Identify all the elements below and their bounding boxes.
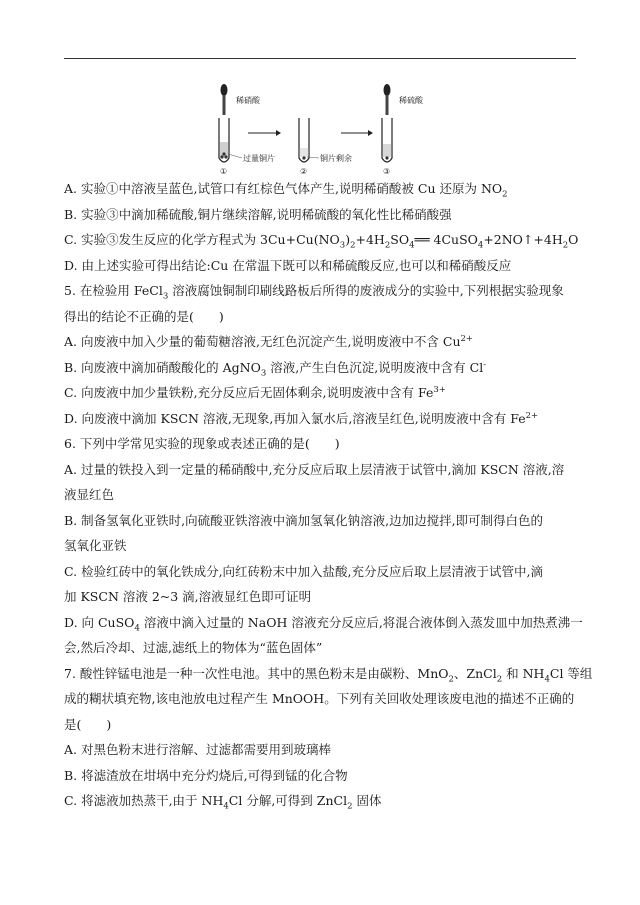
text-line: 成的糊状填充物,该电池放电过程产生 MnOOH。下列有关回收处理该废电池的描述不正确的: [64, 691, 575, 706]
experiment-figure: [206, 78, 446, 178]
text-line: 加 KSCN 溶液 2~3 滴,溶液显红色即可证明: [64, 589, 312, 604]
text-line: C. 检验红砖中的氧化铁成分,向红砖粉末中加入盐酸,充分反应后取上层清液于试管中,滴: [64, 563, 543, 579]
text-line: C. 将滤液加热蒸干,由于 $NH_4Cl$ 分解,可得到 ZnCl$_2$ 固体: [64, 793, 382, 812]
text-line: 得出的结论不正确的是( ): [64, 308, 224, 324]
label-copper-remaining: 铜片剩余: [320, 154, 352, 163]
text-line: A. 实验①中溶液呈蓝色,试管口有红棕色气体产生,说明稀硝酸被 Cu 还原为 $NO_2$: [64, 181, 508, 200]
text-line: D. 由上述实验可得出结论:Cu 在常温下既可以和稀硫酸反应,也可以和稀硝酸反应: [64, 257, 512, 273]
test-tube-2: [299, 118, 309, 162]
test-tube-3: [382, 118, 392, 162]
text-line: B. 制备氢氧化亚铁时,向硫酸亚铁溶液中滴加氢氧化钠溶液,边加边搅拌,即可制得白色的: [64, 512, 544, 528]
dropper-3: [384, 84, 391, 115]
label-dilute-nitric: 稀硝酸: [236, 96, 260, 105]
text-line: A. 过量的铁投入到一定量的稀硝酸中,充分反应后取上层清液于试管中,滴加 KSCN 溶液,溶: [64, 461, 565, 477]
arrow-2: [341, 130, 373, 136]
text-line: B. 实验③中滴加稀硫酸,铜片继续溶解,说明稀硫酸的氧化性比稀硝酸强: [64, 206, 452, 222]
header-rule: [64, 58, 576, 59]
test-tube-1: [219, 118, 229, 162]
text-line: 7. 酸性锌锰电池是一种一次性电池。其中的黑色粉末是由碳粉、MnO$_2$、ZnCl$_2$ 和 $NH_4Cl$ 等组: [64, 665, 593, 684]
label-dilute-sulfuric: 稀硫酸: [399, 96, 423, 105]
dropper-1: [221, 84, 228, 115]
text-line: A. 向废液中加入少量的葡萄糖溶液,无红色沉淀产生,说明废液中不含 $Cu^{2+}$: [64, 333, 474, 349]
question-text: [64, 176, 593, 814]
text-line: B. 将滤渣放在坩埚中充分灼烧后,可得到锰的化合物: [64, 767, 348, 783]
text-line: 液显红色: [64, 487, 115, 502]
text-line: C. 向废液中加少量铁粉,充分反应后无固体剩余,说明废液中含有 $Fe^{3+}$: [64, 384, 446, 400]
text-line: 6. 下列中学常见实验的现象或表述正确的是( ): [64, 436, 340, 451]
arrow-1: [248, 130, 281, 136]
label-excess-copper: 过量铜片: [243, 154, 275, 163]
text-line: 会,然后冷却、过滤,滤纸上的物体为“蓝色固体”: [64, 640, 323, 655]
text-line: 是( ): [64, 716, 112, 732]
text-line: D. 向 CuSO$_4$ 溶液中滴入过量的 NaOH 溶液充分反应后,将混合液体倒入蒸发皿中加热煮沸一: [64, 614, 583, 633]
text-line: 5. 在检验用 FeCl$_3$ 溶液腐蚀铜制印刷线路板后所得的废液成分的实验中,下列根据实验现象: [64, 283, 564, 302]
label-exp-3: ③: [383, 167, 391, 176]
label-exp-2: ②: [300, 167, 308, 176]
text-line: A. 对黑色粉末进行溶解、过滤都需要用到玻璃棒: [64, 742, 331, 757]
text-line: C. 实验③发生反应的化学方程式为 $3Cu+Cu(NO_3)_2+4H_2SO_4══$ $4CuSO_4+2NO↑+4H_2O$: [64, 232, 579, 251]
label-exp-1: ①: [220, 167, 228, 176]
text-line: B. 向废液中滴加硝酸酸化的 AgNO$_3$ 溶液,产生白色沉淀,说明废液中含有 Cl-: [64, 359, 487, 378]
text-line: D. 向废液中滴加 KSCN 溶液,无现象,再加入氯水后,溶液呈红色,说明废液中含有 $Fe^{2+}$: [64, 410, 539, 426]
text-line: 氢氧化亚铁: [64, 538, 127, 553]
